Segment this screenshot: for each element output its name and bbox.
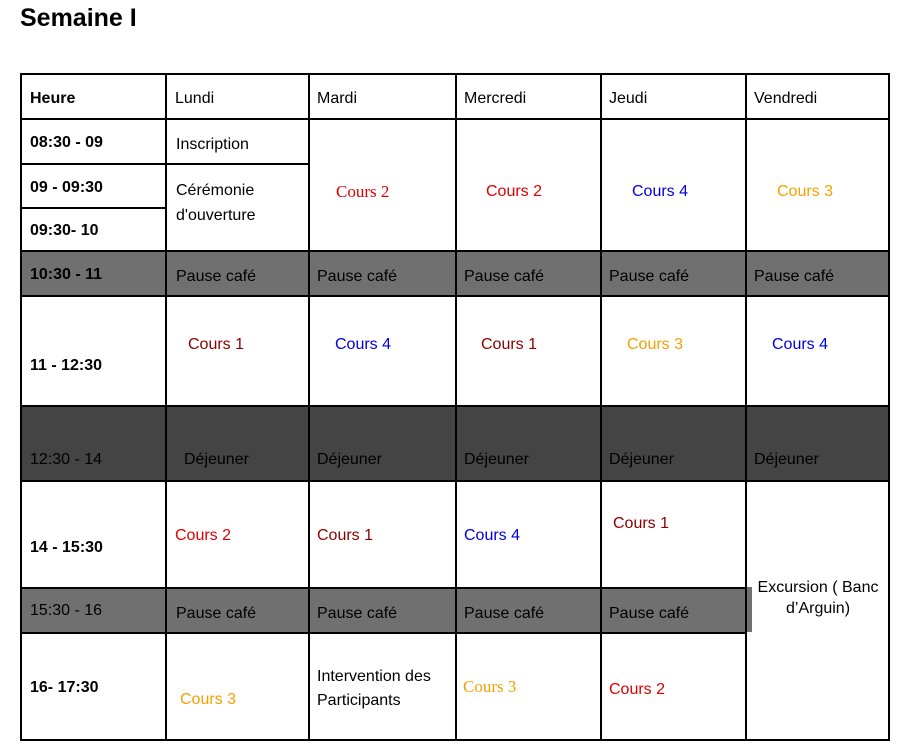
grid-line bbox=[745, 73, 747, 741]
cell-mardi-block1: Cours 2 bbox=[336, 182, 390, 201]
grid-line bbox=[455, 73, 457, 741]
header-mardi: Mardi bbox=[317, 90, 358, 107]
header-lundi: Lundi bbox=[175, 90, 215, 107]
time-label: 10:30 - 11 bbox=[30, 266, 103, 283]
cell-lundi-ceremonie: Cérémonie d'ouverture bbox=[176, 182, 256, 224]
cell-pause: Pause café bbox=[176, 605, 257, 622]
cell-pause: Pause café bbox=[464, 268, 545, 285]
cell-lundi-16: Cours 3 bbox=[180, 691, 237, 708]
header-vendredi: Vendredi bbox=[754, 90, 818, 107]
grid-line bbox=[20, 73, 890, 75]
cell-dejeuner: Déjeuner bbox=[317, 451, 382, 468]
cell-dejeuner: Déjeuner bbox=[609, 451, 674, 468]
grid-line bbox=[600, 73, 602, 741]
grid-line bbox=[20, 163, 310, 165]
cell-pause: Pause café bbox=[317, 268, 398, 285]
cell-mercredi-14: Cours 4 bbox=[464, 527, 521, 544]
grid-line bbox=[20, 587, 747, 589]
cell-pause: Pause café bbox=[317, 605, 398, 622]
grid-line bbox=[20, 207, 167, 209]
grid-line bbox=[20, 480, 890, 482]
cell-jeudi-11: Cours 3 bbox=[627, 336, 684, 353]
grid-line bbox=[20, 739, 890, 741]
cell-dejeuner: Déjeuner bbox=[464, 451, 529, 468]
header-heure: Heure bbox=[30, 90, 76, 107]
time-label: 15:30 - 16 bbox=[30, 602, 103, 619]
cell-lundi-inscription: Inscription bbox=[176, 136, 249, 153]
cell-pause: Pause café bbox=[464, 605, 545, 622]
schedule-table bbox=[20, 73, 890, 741]
header-jeudi: Jeudi bbox=[609, 90, 648, 107]
cell-mardi-14: Cours 1 bbox=[317, 527, 374, 544]
grid-line bbox=[888, 73, 890, 741]
cell-dejeuner: Déjeuner bbox=[754, 451, 819, 468]
cell-jeudi-16: Cours 2 bbox=[609, 681, 666, 698]
time-label: 16- 17:30 bbox=[30, 679, 99, 696]
cell-dejeuner: Déjeuner bbox=[184, 451, 249, 468]
grid-line bbox=[165, 73, 167, 741]
grid-line bbox=[20, 118, 890, 120]
cell-mardi-11: Cours 4 bbox=[335, 336, 392, 353]
time-label: 11 - 12:30 bbox=[30, 357, 103, 374]
cell-mercredi-11: Cours 1 bbox=[481, 336, 538, 353]
cell-jeudi-block1: Cours 4 bbox=[632, 183, 689, 200]
grid-line bbox=[20, 73, 22, 741]
time-label: 09:30- 10 bbox=[30, 222, 99, 239]
cell-mercredi-16: Cours 3 bbox=[463, 677, 517, 696]
grid-line bbox=[20, 295, 890, 297]
header-mercredi: Mercredi bbox=[464, 90, 527, 107]
grid-line bbox=[20, 632, 747, 634]
page-title: Semaine I bbox=[20, 4, 137, 32]
cell-jeudi-14: Cours 1 bbox=[613, 515, 670, 532]
time-label: 12:30 - 14 bbox=[30, 451, 103, 468]
cell-mercredi-block1: Cours 2 bbox=[486, 183, 543, 200]
cell-vendredi-excursion: Excursion ( Banc d’Arguin) bbox=[757, 579, 879, 617]
cell-vendredi-11: Cours 4 bbox=[772, 336, 829, 353]
cell-pause: Pause café bbox=[609, 605, 690, 622]
cell-vendredi-block1: Cours 3 bbox=[777, 183, 834, 200]
cell-lundi-11: Cours 1 bbox=[188, 336, 245, 353]
time-label: 14 - 15:30 bbox=[30, 539, 103, 556]
time-label: 08:30 - 09 bbox=[30, 134, 103, 151]
grid-line bbox=[20, 405, 890, 407]
grid-line bbox=[308, 73, 310, 741]
cell-lundi-14: Cours 2 bbox=[175, 527, 232, 544]
cell-pause: Pause café bbox=[609, 268, 690, 285]
cell-mardi-16: Intervention des Participants bbox=[317, 668, 431, 709]
cell-pause: Pause café bbox=[754, 268, 835, 285]
time-label: 09 - 09:30 bbox=[30, 179, 103, 196]
cell-pause: Pause café bbox=[176, 268, 257, 285]
grid-line bbox=[20, 250, 890, 252]
